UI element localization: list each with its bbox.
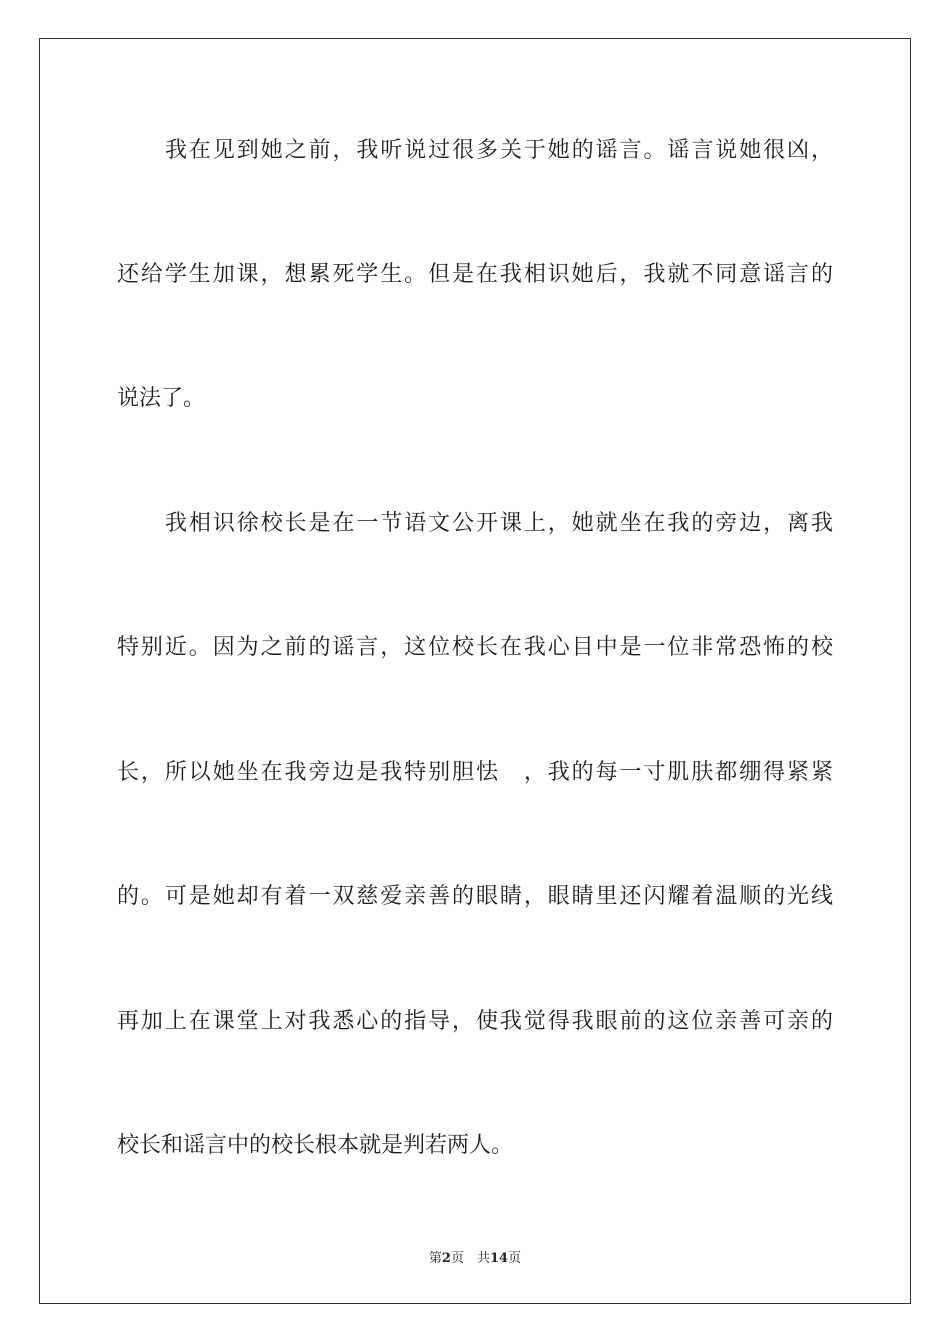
paragraph-2-line-3: 长，所以她坐在我旁边是我特别胆怯 ，我的每一寸肌肤都绷得紧紧: [117, 760, 833, 785]
paragraph-1-line-2: 还给学生加课，想累死学生。但是在我相识她后，我就不同意谣言的: [117, 262, 833, 287]
footer-middle: 页 共: [450, 1251, 490, 1266]
paragraph-2-line-5: 再加上在课堂上对我悉心的指导，使我觉得我眼前的这位亲善可亲的: [117, 1009, 833, 1034]
paragraph-2-line-1: 我相识徐校长是在一节语文公开课上，她就坐在我的旁边，离我: [165, 511, 833, 536]
footer-suffix: 页: [508, 1251, 522, 1266]
paragraph-2-line-2: 特别近。因为之前的谣言，这位校长在我心目中是一位非常恐怖的校: [117, 635, 833, 660]
page-footer: [0, 1247, 950, 1266]
footer-total-pages: 14: [489, 1251, 509, 1266]
page-frame: [39, 38, 911, 1304]
footer-page-number: 2: [441, 1251, 451, 1266]
paragraph-1-line-3: 说法了。: [117, 386, 206, 411]
paragraph-2-line-6: 校长和谣言中的校长根本就是判若两人。: [117, 1133, 514, 1158]
paragraph-2-line-4: 的。可是她却有着一双慈爱亲善的眼睛，眼睛里还闪耀着温顺的光线: [117, 884, 833, 909]
paragraph-1-line-1: 我在见到她之前，我听说过很多关于她的谣言。谣言说她很凶，: [165, 138, 833, 163]
footer-prefix: 第: [428, 1251, 442, 1266]
